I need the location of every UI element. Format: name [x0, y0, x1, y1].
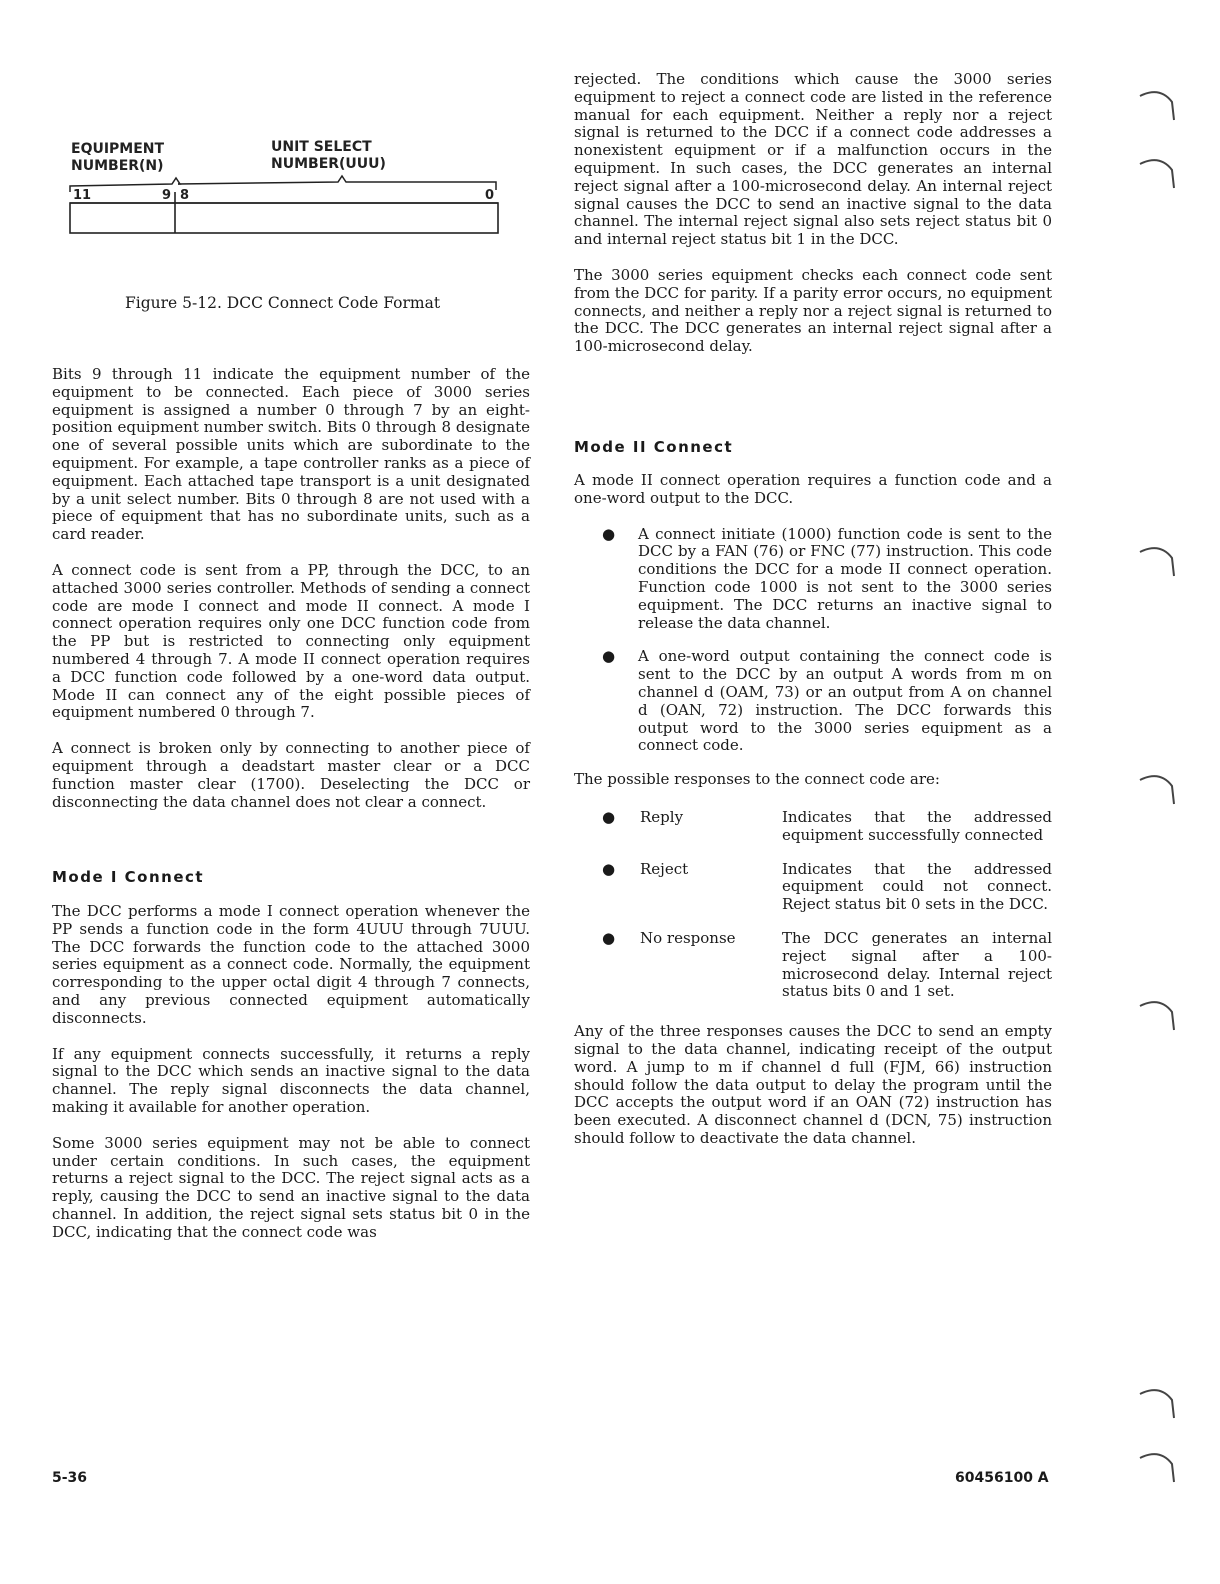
- bit-9-label: 9: [162, 188, 172, 203]
- list-item: ● A connect initiate (1000) function code is sent to the DCC by a FAN (76) or FNC (77) instruction. This code conditions the DCC for a mode II connect operation. Function code 1000 is not sent to the 3000 series equipment. The DCC returns an inactive signal to release the data channel.: [602, 524, 1052, 632]
- response-term: No response: [640, 928, 736, 947]
- section-heading-mode-2: Mode II Connect: [574, 438, 734, 456]
- connect-code-diagram: [60, 130, 520, 250]
- response-description: Indicates that the addressed equipment successfully connected: [782, 807, 1052, 844]
- paragraph: The possible responses to the connect code are:: [574, 770, 940, 789]
- document-number: 60456100 A: [955, 1470, 1049, 1486]
- binder-hole-mark-icon: [1138, 542, 1180, 580]
- equipment-number-label: EQUIPMENT NUMBER(N): [71, 141, 165, 174]
- left-column-continued: [52, 903, 530, 1260]
- paragraph: A connect is broken only by connecting to another piece of equipment through a deadstart master clear or a DCC function master clear (1700). Deselecting the DCC or disconnecting the data channel does not clear a connect.: [52, 739, 530, 811]
- right-column: [574, 71, 1052, 374]
- bullet-icon: ●: [602, 928, 616, 947]
- binder-hole-mark-icon: [1138, 86, 1180, 124]
- binder-hole-mark-icon: [1138, 1384, 1180, 1422]
- right-column-continued: [574, 472, 1052, 1166]
- paragraph: A connect code is sent from a PP, through the DCC, to an attached 3000 series controller. Methods of sending a connect code are mode I connect and mode II connect. A mode I connect operation requires only one DCC function code from the PP but is restricted to connecting only equipment numbered 4 through 7. A mode II connect operation requires a DCC function code followed by a one-word data output. Mode II can connect any of the eight possible pieces of equipment numbered 0 through 7.: [52, 560, 530, 722]
- paragraph: Some 3000 series equipment may not be able to connect under certain conditions. In such cases, the equipment returns a reject signal to the DCC. The reject signal acts as a reply, causing the DCC to send an inactive signal to the data channel. In addition, the reject signal sets status bit 0 in the DCC, indicating that the connect code was: [52, 1133, 530, 1241]
- response-description: Indicates that the addressed equipment could not connect. Reject status bit 0 sets in the DCC.: [782, 859, 1052, 914]
- bullet-icon: ●: [602, 647, 616, 666]
- bullet-icon: ●: [602, 807, 616, 826]
- response-description: The DCC generates an internal reject signal after a 100-microsecond delay. Internal reject status bits 0 and 1 set.: [782, 928, 1052, 1001]
- binder-hole-mark-icon: [1138, 154, 1180, 192]
- binder-hole-mark-icon: [1138, 996, 1180, 1034]
- paragraph: rejected. The conditions which cause the 3000 series equipment to reject a connect code are listed in the reference manual for each equipment. Neither a reply nor a reject signal is returned to the DCC if a connect code addresses a nonexistent equipment or if a malfunction occurs in the equipment. In such cases, the DCC generates an internal reject signal after a 100-microsecond delay. An internal reject signal causes the DCC to send an inactive signal to the data channel. The internal reject signal also sets reject status bit 0 and internal reject status bit 1 in the DCC.: [574, 70, 1052, 249]
- section-heading-mode-1: Mode I Connect: [52, 868, 205, 886]
- response-item: [574, 930, 1052, 1001]
- bullet-icon: ●: [602, 859, 616, 878]
- response-item: [574, 809, 1052, 845]
- unit-select-label: UNIT SELECT NUMBER(UUU): [271, 139, 386, 172]
- paragraph: A mode II connect operation requires a function code and a one-word output to the DCC.: [574, 471, 1052, 507]
- paragraph: Bits 9 through 11 indicate the equipment number of the equipment to be connected. Each piece of 3000 series equipment is assigned a number 0 through 7 by an eight-position equipment number switch. Bits 0 through 8 designate one of several possible units which are subordinate to the equipment. For example, a tape controller ranks as a piece of equipment. Each attached tape transport is a unit designated by a unit select number. Bits 0 through 8 are not used with a piece of equipment that has no subordinate units, such as a card reader.: [52, 365, 530, 544]
- paragraph: The 3000 series equipment checks each connect code sent from the DCC for parity. If a parity error occurs, no equipment connects, and neither a reply nor a reject signal is returned to the DCC. The DCC generates an internal reject signal after a 100-microsecond delay.: [574, 265, 1052, 356]
- bit-11-label: 11: [73, 188, 92, 203]
- response-term: Reject: [640, 859, 689, 878]
- register-box: [60, 130, 520, 250]
- list-item: ● A one-word output containing the connect code is sent to the DCC by an output A words from m on channel d (OAM, 73) or an output from A on channel d (OAN, 72) instruction. The DCC forwards this output word to the 3000 series equipment as a connect code.: [602, 647, 1052, 755]
- paragraph: If any equipment connects successfully, it returns a reply signal to the DCC which sends an inactive signal to the data channel. The reply signal disconnects the data channel, making it available for another operation.: [52, 1044, 530, 1116]
- binder-hole-mark-icon: [1138, 770, 1180, 808]
- bit-8-label: 8: [180, 188, 190, 203]
- left-column: [52, 366, 530, 829]
- response-item: [574, 861, 1052, 914]
- paragraph: The DCC performs a mode I connect operation whenever the PP sends a function code in the form 4UUU through 7UUU. The DCC forwards the function code to the attached 3000 series equipment as a connect code. Normally, the equipment corresponding to the upper octal digit 4 through 7 connects, and any previous connected equipment automatically disconnects.: [52, 902, 530, 1027]
- figure-caption: Figure 5-12. DCC Connect Code Format: [125, 294, 441, 312]
- response-term: Reply: [640, 807, 684, 826]
- binder-hole-mark-icon: [1138, 1448, 1180, 1486]
- page-number: 5-36: [52, 1470, 88, 1486]
- paragraph: Any of the three responses causes the DCC to send an empty signal to the data channel, indicating receipt of the output word. A jump to m if channel d full (FJM, 66) instruction should follow the data output to delay the program until the DCC accepts the output word if an OAN (72) instruction has been executed. A disconnect channel d (DCN, 75) instruction should follow to deactivate the data channel.: [574, 1022, 1052, 1147]
- bullet-icon: ●: [602, 524, 616, 543]
- bit-0-label: 0: [485, 188, 495, 203]
- bullet-list: [574, 526, 1052, 756]
